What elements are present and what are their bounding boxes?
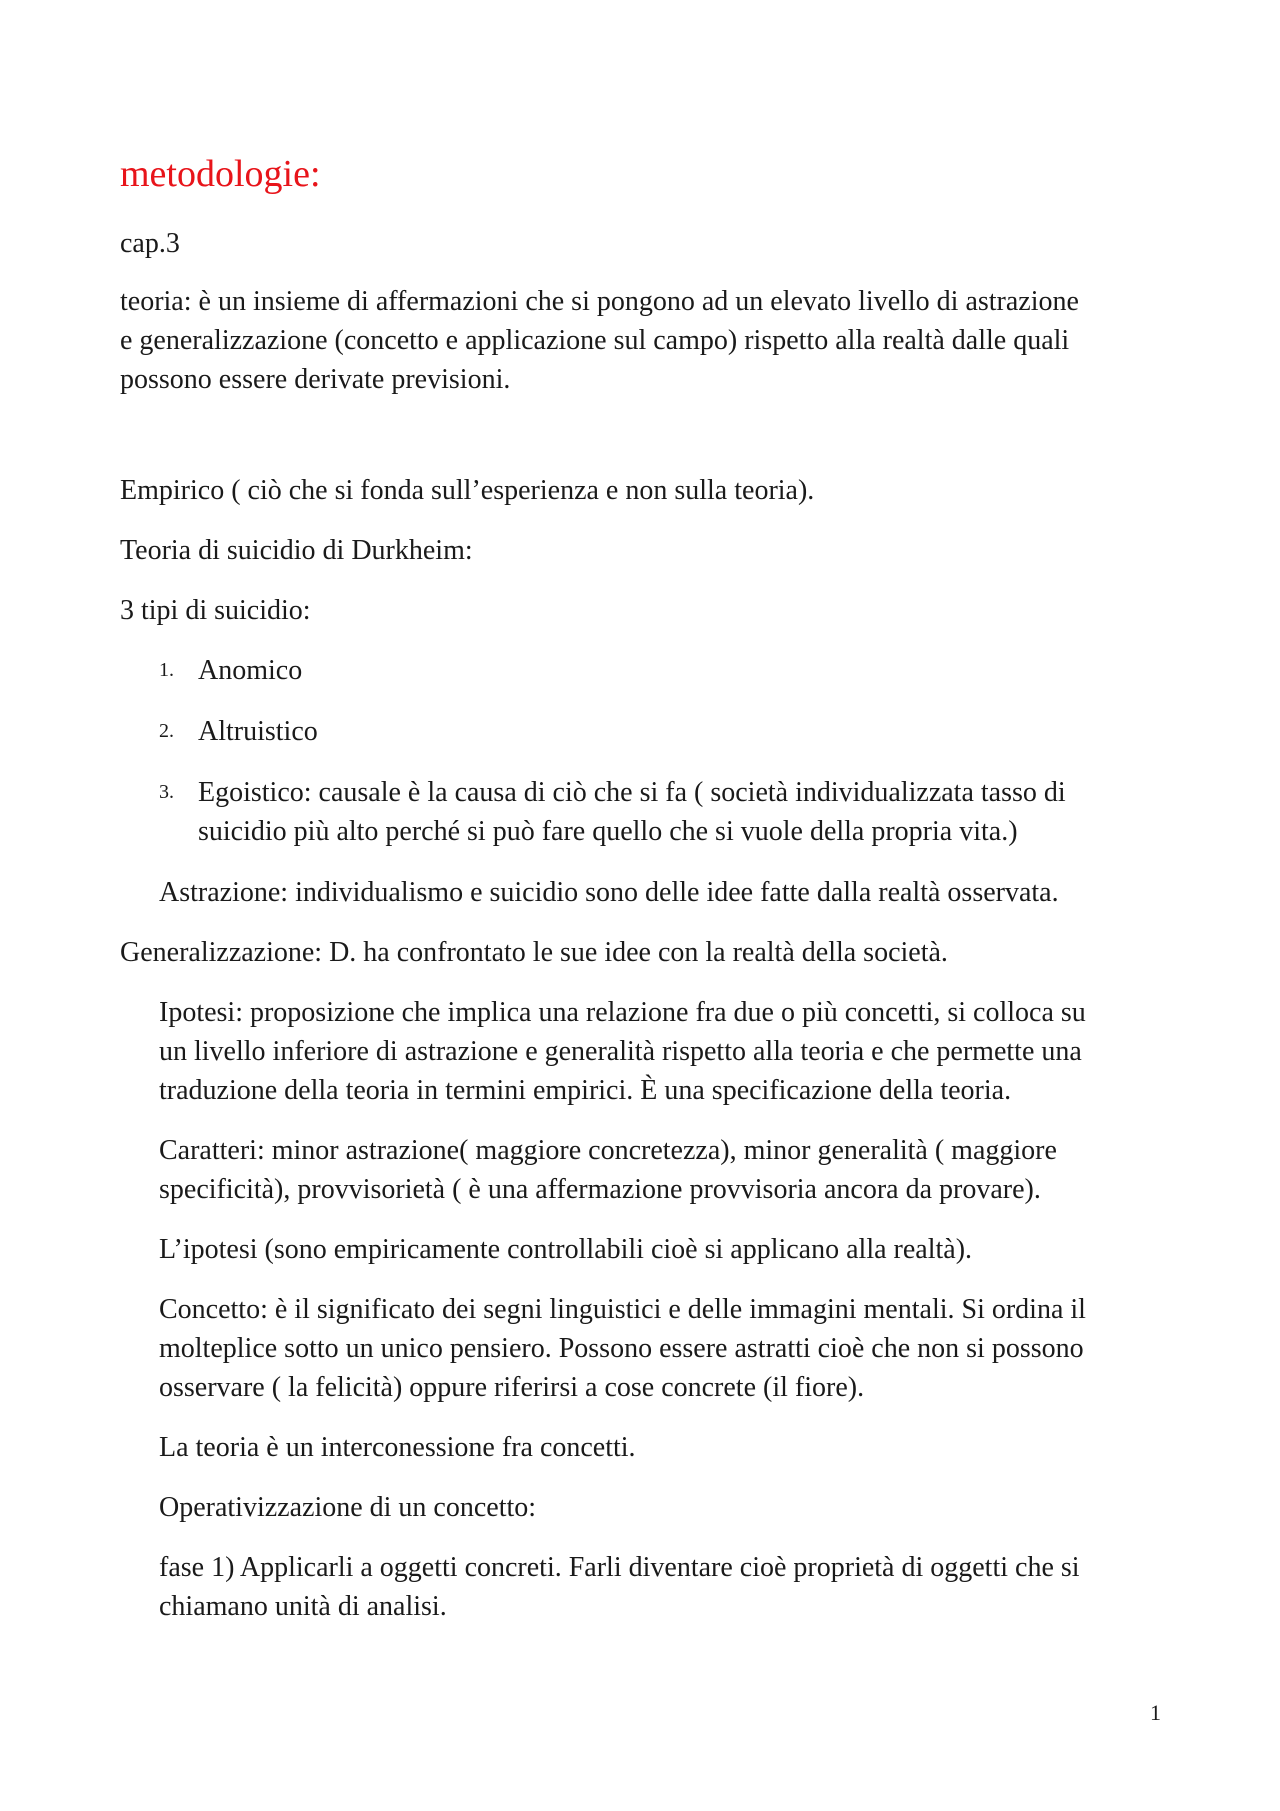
generalizzazione-paragraph: Generalizzazione: D. ha confrontato le sue idee con la realtà della società. [120,937,948,968]
teoria-suicidio-heading: Teoria di suicidio di Durkheim: [120,535,473,566]
ipotesi-empirica-paragraph: L’ipotesi (sono empiricamente controllabili cioè si applicano alla realtà). [159,1234,973,1265]
list-item-text: Altruistico [198,716,318,747]
caratteri-line-1: Caratteri: minor astrazione( maggiore concretezza), minor generalità ( maggiore [159,1135,1057,1166]
ipotesi-line-1: Ipotesi: proposizione che implica una relazione fra due o più concetti, si colloca su [159,997,1086,1028]
caratteri-line-2: specificità), provvisorietà ( è una affermazione provvisoria ancora da provare). [159,1174,1041,1205]
list-number: 2. [159,720,174,742]
list-item-text: Egoistico: causale è la causa di ciò che si fa ( società individualizzata tasso di [198,777,1066,808]
list-number: 3. [159,781,174,803]
ipotesi-line-2: un livello inferiore di astrazione e generalità rispetto alla teoria e che permette una [159,1036,1082,1067]
astrazione-paragraph: Astrazione: individualismo e suicidio sono delle idee fatte dalla realtà osservata. [159,877,1059,908]
operativizzazione-heading: Operativizzazione di un concetto: [159,1492,537,1523]
page-title: metodologie: [120,153,321,195]
teoria-line-3: possono essere derivate previsioni. [120,364,511,395]
teoria-line-1: teoria: è un insieme di affermazioni che si pongono ad un elevato livello di astrazione [120,286,1079,317]
fase-line-2: chiamano unità di analisi. [159,1591,447,1622]
concetto-line-1: Concetto: è il significato dei segni linguistici e delle immagini mentali. Si ordina il [159,1294,1086,1325]
ipotesi-line-3: traduzione della teoria in termini empirici. È una specificazione della teoria. [159,1075,1012,1106]
empirico-paragraph: Empirico ( ciò che si fonda sull’esperienza e non sulla teoria). [120,475,815,506]
concetto-line-3: osservare ( la felicità) oppure riferirsi a cose concrete (il fiore). [159,1372,865,1403]
tipi-suicidio-heading: 3 tipi di suicidio: [120,595,311,626]
chapter-label: cap.3 [120,228,180,259]
list-item-text: suicidio più alto perché si può fare quello che si vuole della propria vita.) [198,816,1018,847]
page-number: 1 [1150,1700,1161,1725]
teoria-interconnessione-paragraph: La teoria è un interconessione fra concetti. [159,1432,636,1463]
list-number: 1. [159,659,174,681]
list-item-text: Anomico [198,655,303,686]
concetto-line-2: molteplice sotto un unico pensiero. Possono essere astratti cioè che non si possono [159,1333,1084,1364]
teoria-line-2: e generalizzazione (concetto e applicazione sul campo) rispetto alla realtà dalle quali [120,325,1070,356]
fase-line-1: fase 1) Applicarli a oggetti concreti. Farli diventare cioè proprietà di oggetti che si [159,1552,1080,1583]
